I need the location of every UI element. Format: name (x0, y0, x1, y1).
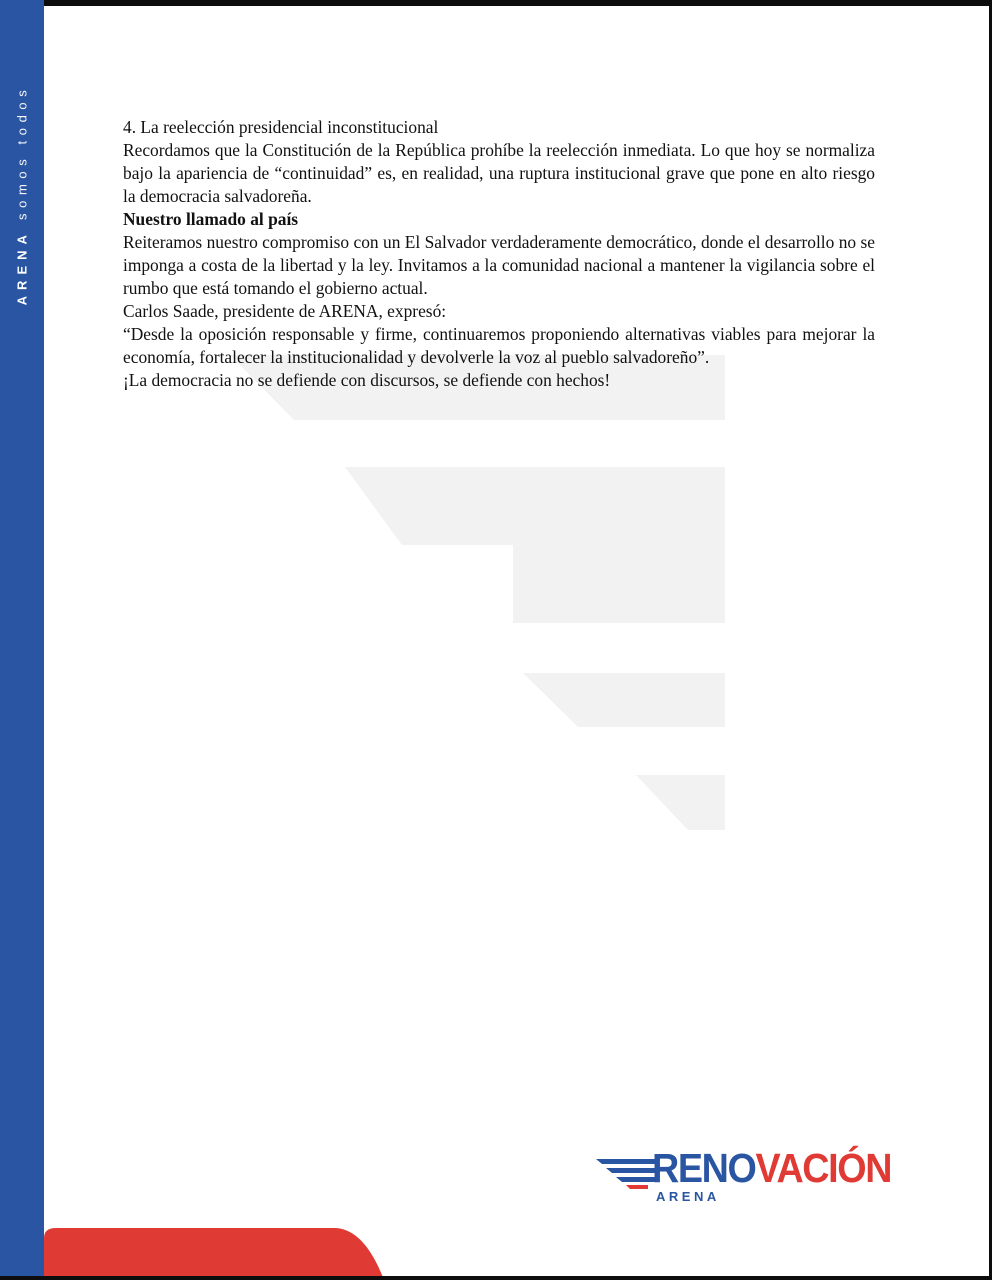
logo-word-red: VACIÓN (755, 1145, 892, 1191)
call-heading: Nuestro llamado al país (123, 209, 299, 229)
paragraph-commitment: Reiteramos nuestro compromiso con un El Salvador verdaderamente democrático, donde el desarrollo no se imponga a costa de la libertad y la ley. Invitamos a la comunidad nacional a mantener la vigilancia sobre el rumbo que está tomando el gobierno actual. (123, 232, 875, 298)
bottom-red-swoosh (44, 1228, 384, 1280)
paragraph-constitution: Recordamos que la Constitución de la República prohíbe la reelección inmediata. Lo que hoy se normaliza bajo la apariencia de “continuidad” es, en realidad, una ruptura institucional grave que pone en alto riesgo la democracia salvadoreña. (123, 140, 875, 206)
closing-line: ¡La democracia no se defiende con discursos, se defiende con hechos! (123, 370, 611, 390)
sidebar-brand: ARENA (14, 219, 30, 306)
watermark-stripe-2 (345, 467, 725, 623)
sidebar-slogan (15, 85, 30, 306)
document-body (123, 116, 875, 392)
sidebar-tagline: somos todos (14, 84, 30, 220)
attribution-line: Carlos Saade, presidente de ARENA, expresó: (123, 301, 447, 321)
section-heading: 4. La reelección presidencial inconstitucional (123, 117, 439, 137)
logo-subtitle: ARENA (656, 1189, 720, 1204)
renovacion-logo (596, 1145, 916, 1212)
watermark-stripe-3 (523, 673, 725, 727)
logo-wordmark (652, 1146, 891, 1190)
watermark-stripe-4 (636, 775, 725, 830)
watermark-logo (230, 355, 725, 835)
logo-word-blue: RENO (652, 1145, 756, 1191)
sidebar-band (0, 0, 44, 1280)
page-bottom-edge (0, 1276, 992, 1280)
quote-paragraph: “Desde la oposición responsable y firme, continuaremos proponiendo alternativas viables para mejorar la economía, fortalecer la institucionalidad y devolverle la voz al pueblo salvadoreño”. (123, 324, 875, 367)
page-top-edge (0, 0, 992, 6)
